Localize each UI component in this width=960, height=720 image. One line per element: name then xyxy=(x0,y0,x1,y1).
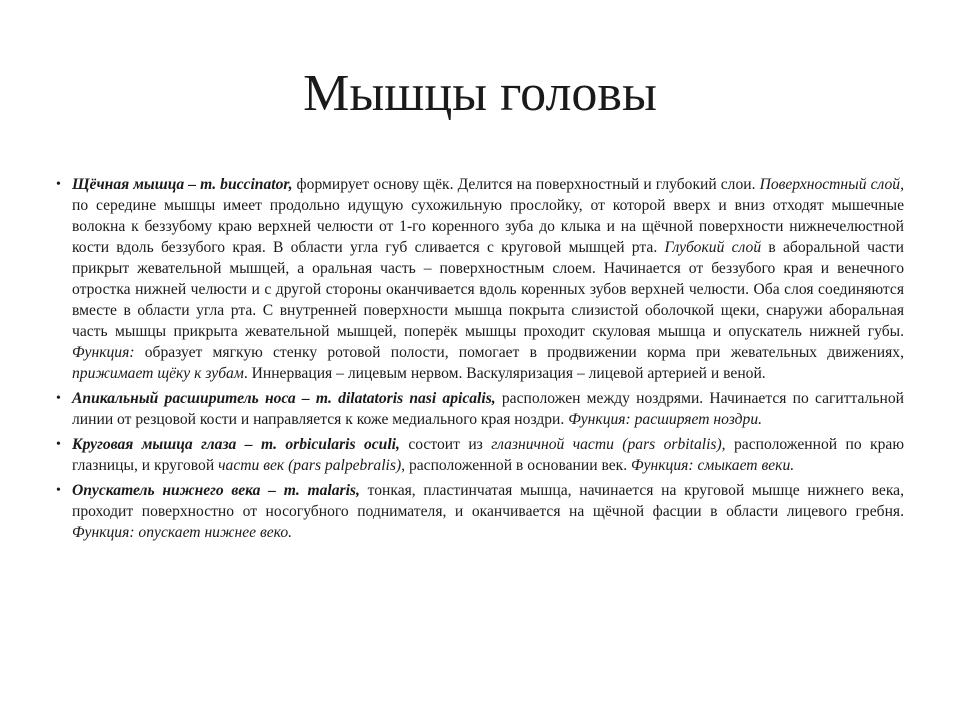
bullet-text-italic: Поверхностный слой, xyxy=(759,176,904,193)
function-text: Функция: опускает нижнее веко. xyxy=(72,524,293,541)
muscle-name: Щёчная мышца – m. buccinator, xyxy=(72,176,293,193)
bullet-dilatator-nasi xyxy=(56,388,904,430)
function-label: Функция: xyxy=(72,344,135,361)
bullet-text: расположен между ноздрями. Начинается по сагиттальной линии от резцовой кости и направляется к коже медиального края ноздри. xyxy=(72,390,904,428)
bullet-text-italic: глазничной части (pars orbitalis), xyxy=(491,436,726,453)
bullet-text: по середине мышцы имеет продольно идущую сухожильную прослойку, от которой вверх и вниз отходят мышечные волокна к беззубому краю верхней челюсти от 1-го коренного зуба до клыка и на щёчной поверхности нижнечелюстной кости вдоль беззубого края. В области угла губ сливается с круговой мышцей рта. xyxy=(72,197,904,256)
bullet-text: тонкая, пластинчатая мышца, начинается на круговой мышце нижнего века, проходит поверхностно от носогубного поднимателя, и оканчивается на щёчной фасции в области лицевого гребня. xyxy=(72,482,904,520)
bullet-marker-icon: • xyxy=(56,391,61,406)
bullet-buccinator xyxy=(56,174,904,384)
bullet-marker-icon: • xyxy=(56,437,61,452)
muscle-name: Опускатель нижнего века – m. malaris, xyxy=(72,482,360,499)
bullet-orbicularis-oculi xyxy=(56,434,904,476)
slide-title: Мышцы головы xyxy=(303,65,657,122)
bullet-text: расположенной в основании век. xyxy=(405,457,632,474)
muscle-name: Круговая мышца глаза – m. orbicularis oculi, xyxy=(72,436,400,453)
function-text: Функция: смыкает веки. xyxy=(631,457,795,474)
muscle-name: Апикальный расширитель носа – m. dilatatoris nasi apicalis, xyxy=(72,390,496,407)
bullet-text-italic: Глубокий слой xyxy=(664,239,762,256)
function-text: Функция: расширяет ноздри. xyxy=(568,411,763,428)
bullet-text-italic: части век (pars palpebralis), xyxy=(218,457,406,474)
bullet-marker-icon: • xyxy=(56,177,61,192)
bullet-malaris xyxy=(56,480,904,543)
bullet-text: образует мягкую стенку ротовой полости, помогает в продвижении корма при жевательных движениях, xyxy=(134,344,904,361)
bullet-text: расположенной по краю глазницы, и круговой xyxy=(72,436,904,474)
bullet-marker-icon: • xyxy=(56,483,61,498)
bullet-text: в аборальной части прикрыт жевательной мышцей, а оральная часть – поверхностным слоем. Начинается от беззубого края и венечного отростка нижней челюсти и с другой стороны оканчивается вдоль коренных зубов верхней челюсти. Оба слоя соединяются вместе в области угла рта. С внутренней поверхности мышца покрыта слизистой оболочкой щеки, снаружи аборальная часть мышцы прикрыта жевательной мышцей, поперёк мышцы проходит скуловая мышца и опускатель нижней губы. xyxy=(72,239,904,340)
bullet-list xyxy=(56,174,904,547)
bullet-text-italic: прижимает щёку к зубам xyxy=(72,365,244,382)
bullet-text: формирует основу щёк. Делится на поверхностный и глубокий слои. xyxy=(292,176,760,193)
bullet-text: состоит из xyxy=(399,436,492,453)
bullet-text: . Иннервация – лицевым нервом. Васкуляризация – лицевой артерией и веной. xyxy=(243,365,766,382)
